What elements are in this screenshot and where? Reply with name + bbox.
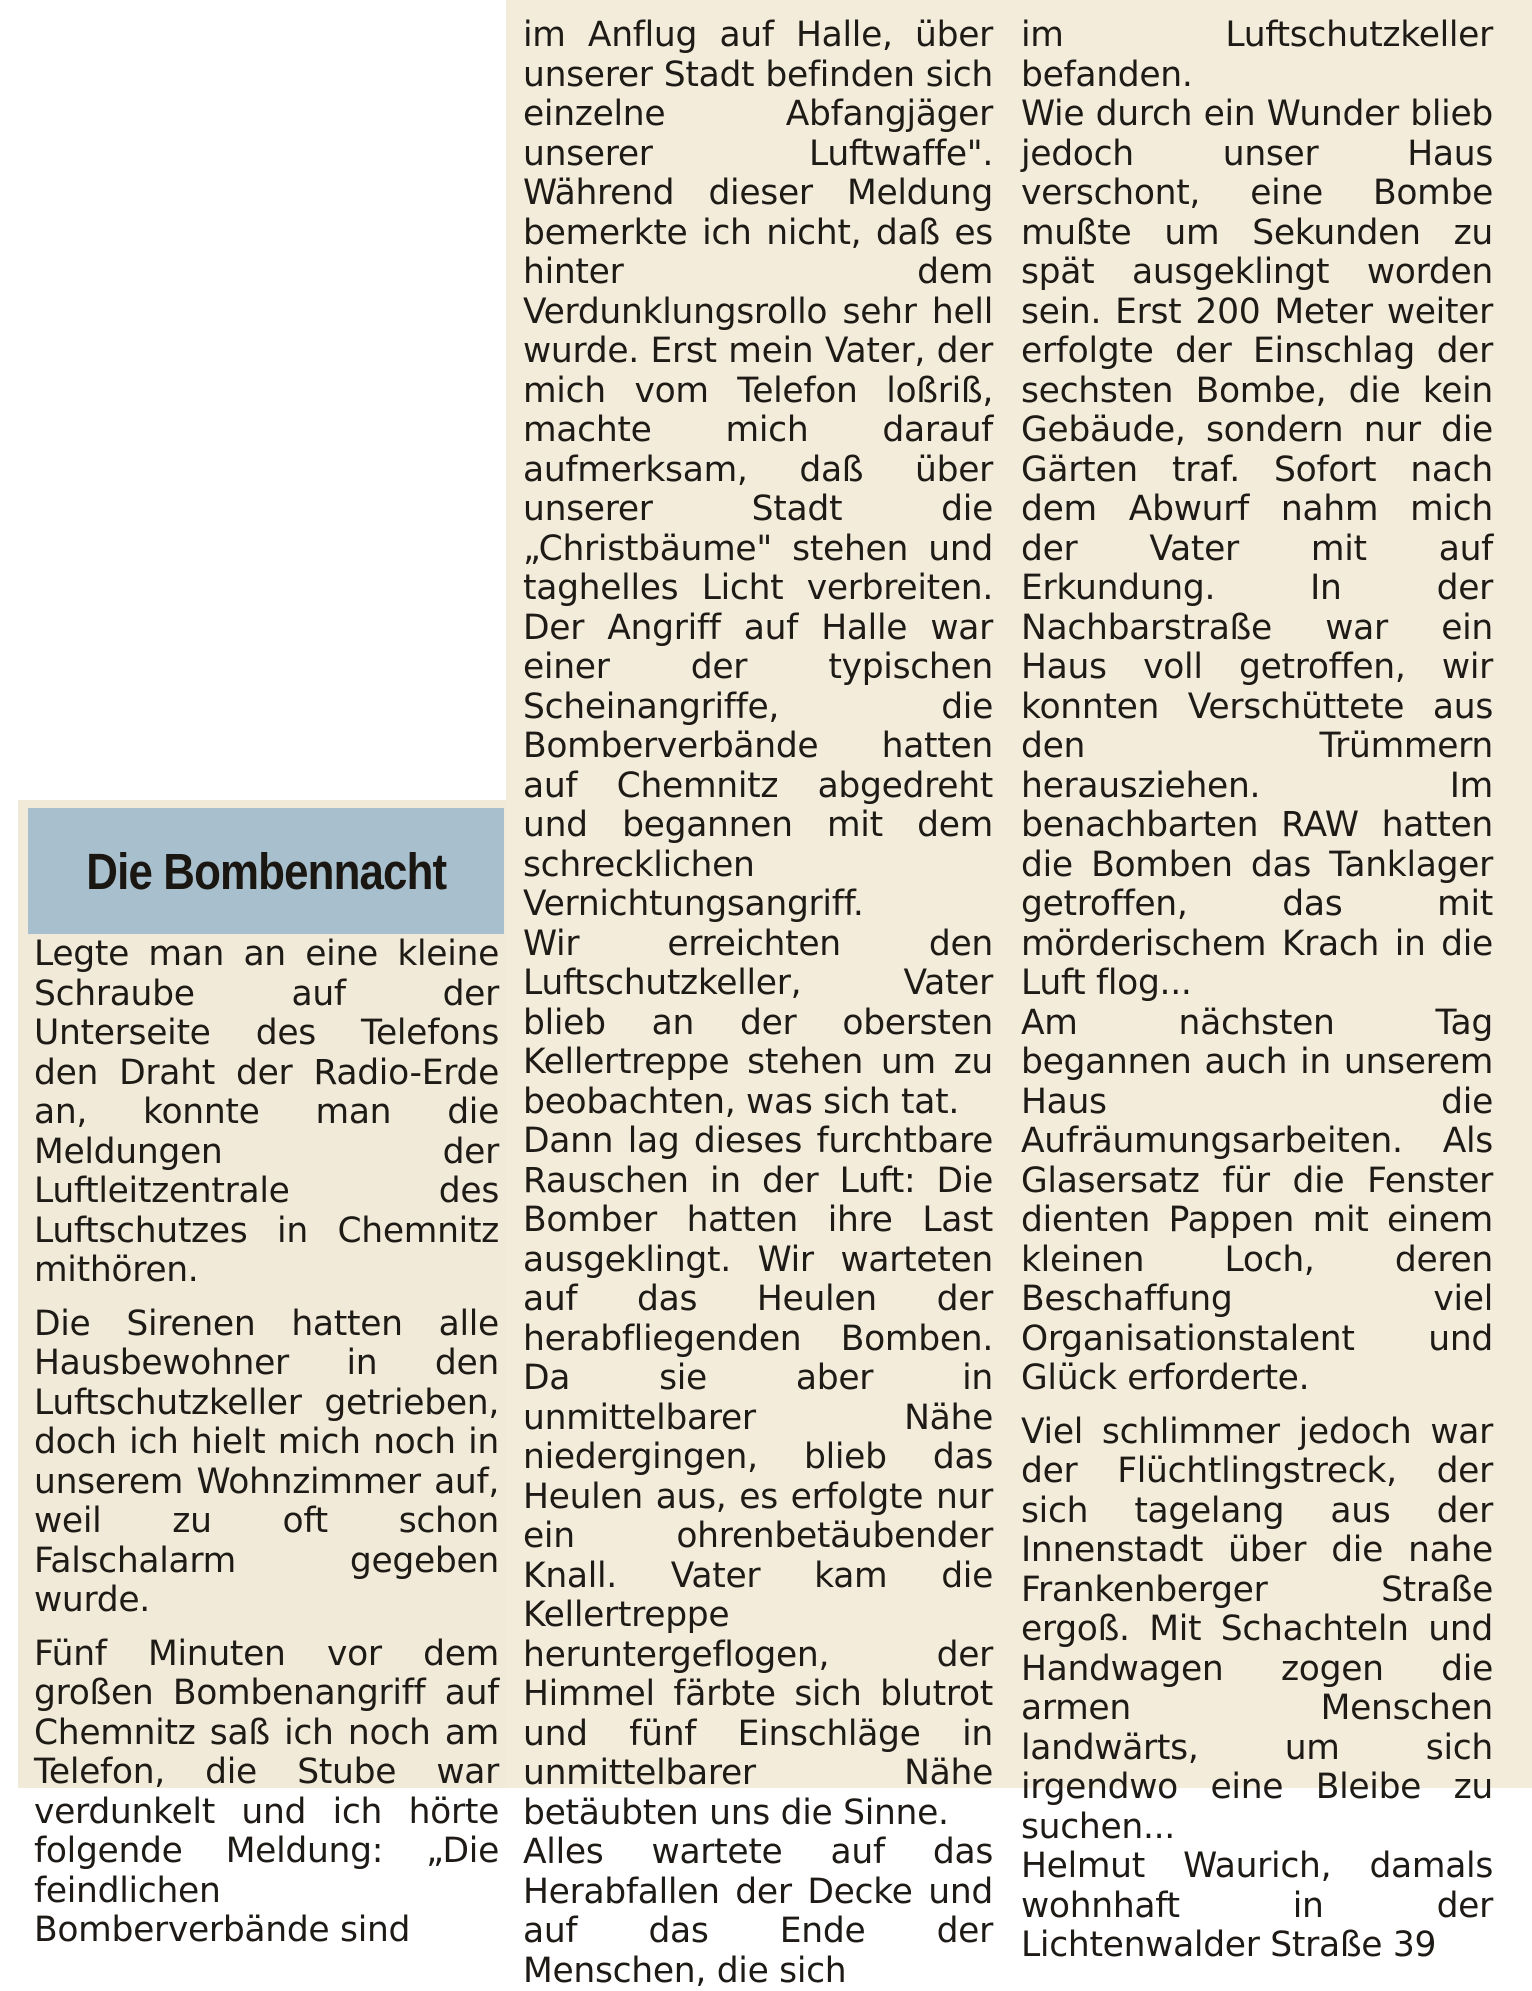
paragraph: im Anflug auf Halle, über unserer Stadt befinden sich einzelne Abfangjäger unserer Luftwaffe". Während dieser Meldung bemerkte ich nicht, daß es hinter dem Verdunklungsrollo sehr hell wurde. Erst mein Vater, der mich vom Telefon loßriß, machte mich darauf aufmerksam, daß über unserer Stadt die „Christbäume" stehen und taghelles Licht verbreiten. Der Angriff auf Halle war einer der typischen Scheinangriffe, die Bomberverbände hatten auf Chemnitz abgedreht und begannen mit dem schrecklichen Vernichtungsangriff. bbox=[523, 15, 993, 924]
paragraph: Alles wartete auf das Herabfallen der Decke und auf das Ende der Menschen, die sich bbox=[523, 1832, 993, 1991]
article-column-3 bbox=[1021, 16, 1493, 1966]
paragraph: Dann lag dieses furchtbare Rauschen in der Luft: Die Bomber hatten ihre Last ausgeklingt. Wir warteten auf das Heulen der herabfliegenden Bomben. Da sie aber in unmittelbarer Nähe niedergingen, blieb das Heulen aus, es erfolgte nur ein ohrenbetäubender Knall. Vater kam die Kellertreppe heruntergeflogen, der Himmel färbte sich blutrot und fünf Einschläge in unmittelbarer Nähe betäubten uns die Sinne. bbox=[523, 1121, 993, 1833]
paragraph: Wie durch ein Wunder blieb jedoch unser Haus verschont, eine Bombe mußte um Sekunden zu spät ausgeklingt worden sein. Erst 200 Meter weiter erfolgte der Einschlag der sechsten Bombe, die kein Gebäude, sondern nur die Gärten traf. Sofort nach dem Abwurf nahm mich der Vater mit auf Erkundung. In der Nachbarstraße war ein Haus voll getroffen, wir konnten Verschüttete aus den Trümmern herausziehen. Im benachbarten RAW hatten die Bomben das Tanklager getroffen, das mit mörderischem Krach in die Luft flog... bbox=[1021, 94, 1493, 1003]
headline-box bbox=[28, 808, 504, 934]
paragraph: Fünf Minuten vor dem großen Bombenangriff auf Chemnitz saß ich noch am Telefon, die Stube war verdunkelt und ich hörte folgende Meldung: „Die feindlichen Bomberverbände sind bbox=[34, 1633, 499, 1950]
paragraph: Viel schlimmer jedoch war der Flüchtlingstreck, der sich tagelang aus der Innenstadt über die nahe Frankenberger Straße ergoß. Mit Schachteln und Handwagen zogen die armen Menschen landwärts, um sich irgendwo eine Bleibe zu suchen... bbox=[1021, 1411, 1493, 1847]
headline: Die Bombennacht bbox=[86, 842, 446, 900]
article-column-2 bbox=[523, 16, 993, 1991]
paragraph: Wir erreichten den Luftschutzkeller, Vater blieb an der obersten Kellertreppe stehen um zu beobachten, was sich tat. bbox=[523, 923, 993, 1122]
paragraph: im Luftschutzkeller befanden. bbox=[1021, 15, 1493, 95]
paragraph: Die Sirenen hatten alle Hausbewohner in den Luftschutzkeller getrieben, doch ich hielt mich noch in unserem Wohnzimmer auf, weil zu oft schon Falschalarm gegeben wurde. bbox=[34, 1303, 499, 1620]
article-column-1 bbox=[34, 935, 499, 1951]
author-byline: Helmut Waurich, damals wohnhaft in der Lichtenwalder Straße 39 bbox=[1021, 1846, 1493, 1965]
paragraph: Legte man an eine kleine Schraube auf der Unterseite des Telefons den Draht der Radio-Erde an, konnte man die Meldungen der Luftleitzentrale des Luftschutzes in Chemnitz mithören. bbox=[34, 934, 499, 1290]
paragraph: Am nächsten Tag begannen auch in unserem Haus die Aufräumungsarbeiten. Als Glasersatz für die Fenster dienten Pappen mit einem kleinen Loch, deren Beschaffung viel Organisationstalent und Glück erforderte. bbox=[1021, 1002, 1493, 1398]
